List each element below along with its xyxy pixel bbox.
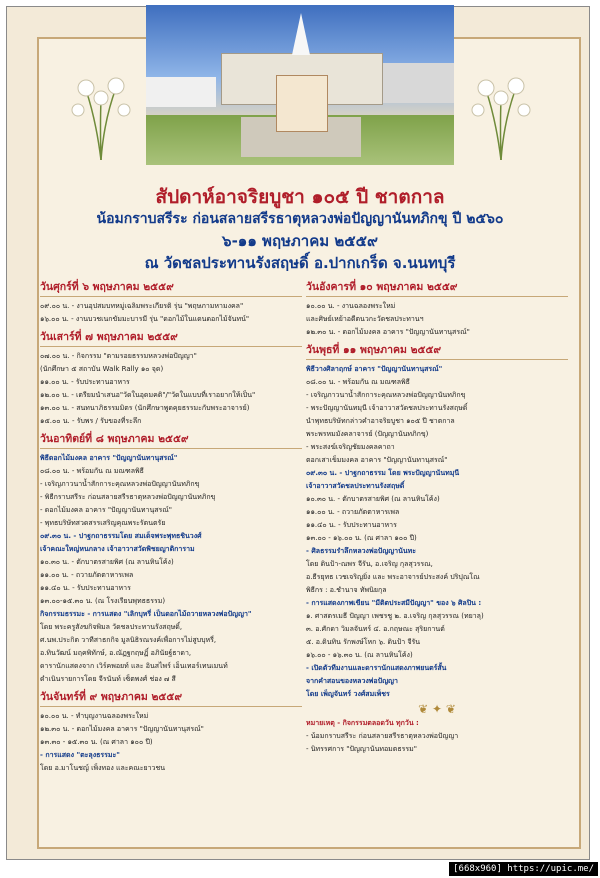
schedule-item: อ.ธีรยุทธ เวชเจริญยิ่ง และ พระอาจารย์ประสงค์ ปริปุณโณ [306, 573, 480, 581]
schedule-item: ๑๑.๐๐ น. - ถวายภัตตาหารเพล [40, 571, 134, 579]
schedule-item: อ.ทินวัฒน์ มฤคพิทักษ์, อ.ณัฏฐกฤษฏิ์ อภินัยฐ์ธาดา, [40, 649, 192, 657]
temple-photo [146, 5, 454, 165]
schedule-item: ๑๑.๐๐ น. - รับประทานอาหาร [40, 378, 130, 386]
temple-building [276, 75, 328, 132]
schedule-item: - เจริญภาวนาน้ำสักการะคุณหลวงพ่อปัญญานันทภิกขุ [306, 391, 466, 399]
schedule-item: ๑๑.๔๐ น. - รับประทานอาหาร [40, 584, 131, 592]
schedule-item: ศ.นพ.ประกิต วาทีสาธกกิจ มูลนิธิรณรงค์เพื่อการไม่สูบบุหรี่, [40, 636, 217, 644]
schedule-item: ๐๘.๐๐ น. - พร้อมกัน ณ มณฑลพิธี [40, 467, 144, 475]
note-item: - น้อมกราบสรีระ ก่อนสลายสรีรธาตุหลวงพ่อปัญญา [306, 732, 459, 740]
activity-heading: กิจกรรมธรรมะ - การแสดง "เลิกบุหรี่ เป็นดอกไม้ถวายหลวงพ่อปัญญา" [40, 610, 252, 618]
schedule-item: ๑๐.๓๐ น. - ตักบาตรสายพิศ (ณ ลานหินโค้ง) [306, 495, 440, 503]
schedule-item: ดำเนินรายการโดย จีรนันท์ เซ็ตพงศ์ ช่อง ๗ สี [40, 675, 176, 683]
schedule-item: ดารานักแสดงจาก เวิร์คพอยท์ และ อินสไพร์ เอ็นเทอร์เทนเมนท์ [40, 662, 228, 670]
event-dates: ๖-๑๑ พฤษภาคม ๒๕๕๙ [222, 232, 378, 250]
schedule-item: ๕. อ.ดินทิน รักพงษ์โหก ๖. ดินป้า จีรัน [306, 638, 421, 646]
schedule-item: ๑๓.๐๐-๑๕.๓๐ น. (ณ โรงเรียนพุทธธรรม) [40, 597, 166, 605]
schedule-item: ๐๗.๐๐ น. - กิจกรรม "ตามรอยธรรมหลวงพ่อปัญญา" [40, 352, 197, 360]
ornament-divider-icon: ❦ ✦ ❦ [418, 702, 456, 716]
schedule-item: ๑๒.๐๐ น. - เตรียมนำเสนอ"วัดในอุดมคติ"/"วัดในแบบที่เราอยากให้เป็น" [40, 391, 256, 399]
schedule-item: ๑. ศาสตรเมธี ปัญญา เพชรชู ๒. อ.เจริญ กุลสุวรรณ (ทยาลุ) [306, 612, 484, 620]
schedule-item: โดย เพ็ญจันทร์ วงศ์สมเพ็ชร [306, 690, 390, 698]
day-heading-saturday: วันเสาร์ที่ ๗ พฤษภาคม ๒๕๕๙ [40, 328, 302, 347]
schedule-item: นำพุทธบริษัทกล่าวคำอาจริยบูชา ๑๐๕ ปี ชาตกาล [306, 417, 455, 425]
schedule-item: ๑๖.๐๐ น. - งานบวชเนกขัมมะบารมี รุ่น "ดอกไม้ในแดนดอกไม้จันทน์" [40, 315, 250, 323]
schedule-item: เจ้าอาวาสวัดชลประทานรังสฤษดิ์ [306, 482, 405, 490]
schedule-item: - เปิดตัวทีมงานและดารานักแสดงภาพยนตร์สั้น [306, 664, 447, 672]
schedule-item: ๐๘.๐๐ น. - พร้อมกัน ณ มณฑลพิธี [306, 378, 410, 386]
schedule-item: ๑๓.๐๐ น. - สนทนาภิธรรมมิตร (นักศึกษาพูดคุยธรรมะกับพระอาจารย์) [40, 404, 250, 412]
schedule-item: ๑๑.๐๐ น. - ถวายภัตตาหารเพล [306, 508, 400, 516]
schedule-item: ๑๒.๓๐ น. - ดอกไม้มงคล อาคาร "ปัญญานันทานุสรณ์" [40, 725, 204, 733]
schedule-item: (นักศึกษา ๕ สถาบัน Walk Rally ๑๐ จุด) [40, 365, 164, 373]
page-subtitle: น้อมกราบสรีระ ก่อนสลายสรีรธาตุหลวงพ่อปัญญานันทภิกขุ ปี ๒๕๖๐ [96, 211, 504, 227]
schedule-item: - เจริญภาวนาน้ำสักการะคุณหลวงพ่อปัญญานันทภิกขุ [40, 480, 200, 488]
schedule-item: ๐๙.๓๐ น. - ปาฐกถาธรรมโดย สมเด็จพระพุทธชินวงศ์ [40, 532, 202, 540]
schedule-item: - การแสดง "ตะลุงธรรมะ" [40, 751, 120, 759]
watermark: [668x960] https://upic.me/ [449, 862, 598, 876]
schedule-item: ตอกเสาเข็มมงคล อาคาร "ปัญญานันทานุสรณ์" [306, 456, 448, 464]
schedule-item: โดย พระครูสังฆกิจพิมล วัดชลประทานรังสฤษดิ์, [40, 623, 183, 631]
schedule-item: และศิษย์เหย้าอดีตนวกะวัดชลประทานฯ [306, 315, 424, 323]
note-heading: หมายเหตุ - กิจกรรมตลอดวัน ทุกวัน : [306, 719, 419, 727]
note-item: - นิทรรศการ "ปัญญานันทอมตธรรม" [306, 745, 417, 753]
stupa-spire [292, 13, 310, 55]
schedule-item: - พิธีกราบสรีระ ก่อนสลายสรีรธาตุหลวงพ่อปัญญานันทภิกขุ [40, 493, 216, 501]
ceremony-heading: พิธีดอกไม้มงคล อาคาร "ปัญญานันทานุสรณ์" [40, 454, 178, 462]
building-right [379, 63, 454, 103]
schedule-item: พิธีกร : อ.ชำนาจ ทัพนิยกุล [306, 586, 387, 594]
schedule-item: ๑๐.๓๐ น. - ตักบาตรสายพิศ (ณ ลานหินโค้ง) [40, 558, 174, 566]
building-left [146, 77, 216, 107]
schedule-item: ๑๓.๐๐ - ๑๖.๐๐ น. (ณ ศาลา ๑๐๐ ปี) [306, 534, 417, 542]
schedule-item: ๑๐.๐๐ น. - งานฉลองพระใหม่ [306, 302, 396, 310]
flower-left-icon [66, 70, 136, 160]
schedule-left-column [40, 276, 302, 775]
schedule-item: - ศิลธรรมรำลึกหลวงพ่อปัญญานันทะ [306, 547, 417, 555]
event-venue: ณ วัดชลประทานรังสฤษดิ์ อ.ปากเกร็ด จ.นนทบุรี [144, 254, 456, 272]
ceremony-heading: พิธีวางศิลาฤกษ์ อาคาร "ปัญญานันทานุสรณ์" [306, 365, 443, 373]
schedule-item: โดย ดินป้า-ณพร จีรัน, อ.เจริญ กุลสุวรรณ, [306, 560, 433, 568]
day-heading-wednesday: วันพุธที่ ๑๑ พฤษภาคม ๒๕๕๙ [306, 341, 568, 360]
day-heading-friday: วันศุกร์ที่ ๖ พฤษภาคม ๒๕๕๙ [40, 278, 302, 297]
schedule-item: ๑๑.๔๐ น. - รับประทานอาหาร [306, 521, 397, 529]
schedule-item: ๐๙.๐๐ น. - งานอุปสมบทหมู่เฉลิมพระเกียรติ รุ่น "พฤษภามหามงคล" [40, 302, 244, 310]
schedule-item: - พุทธบริษัทสวดสรรเสริญคุณพระรัตนตรัย [40, 519, 166, 527]
day-heading-monday: วันจันทร์ที่ ๙ พฤษภาคม ๒๕๕๙ [40, 688, 302, 707]
schedule-item: ๑๐.๐๐ น. - ทำบุญงานฉลองพระใหม่ [40, 712, 149, 720]
schedule-item: ๓. อ.ศักดา วิมลจันทร์ ๔. อ.กฤษณะ สุริยกานต์ [306, 625, 445, 633]
schedule-item: ๐๙.๓๐ น. - ปาฐกถาธรรม โดย พระปัญญานันทมุนี [306, 469, 460, 477]
schedule-item: ๑๒.๓๐ น. - ดอกไม้มงคล อาคาร "ปัญญานันทานุสรณ์" [306, 328, 470, 336]
schedule-item: ๑๖.๐๐ - ๑๖.๓๐ น. (ณ ลานหินโค้ง) [306, 651, 413, 659]
schedule-item: - การแสดงภาพเขียน "มีติตประสมีปัญญา" ของ ๖ ศิลปิน : [306, 599, 482, 607]
flower-right-icon [466, 70, 536, 160]
schedule-right-column [306, 276, 568, 756]
schedule-item: เจ้าคณะใหญ่หนกลาง เจ้าอาวาสวัดพิชยญาติการาม [40, 545, 195, 553]
schedule-item: ๑๓.๓๐ - ๑๕.๓๐ น. (ณ ศาลา ๑๐๐ ปี) [40, 738, 153, 746]
page-title: สัปดาห์อาจริยบูชา ๑๐๕ ปี ชาตกาล [155, 186, 445, 208]
day-heading-sunday: วันอาทิตย์ที่ ๘ พฤษภาคม ๒๕๕๙ [40, 430, 302, 449]
schedule-item: ๑๕.๐๐ น. - รับพร / รับของที่ระลึก [40, 417, 142, 425]
schedule-item: - พระสงฆ์เจริญชัยมงคลคาถา [306, 443, 395, 451]
schedule-item: พระพรหมมังคลาจารย์ (ปัญญานันทภิกขุ) [306, 430, 429, 438]
schedule-item: - ดอกไม้มงคล อาคาร "ปัญญานันทานุสรณ์" [40, 506, 173, 514]
schedule-item: จากคำสอนของหลวงพ่อปัญญา [306, 677, 398, 685]
schedule-item: โดย อ.มาโนชญ์ เพ็งทอง และคณะยาวชน [40, 764, 165, 772]
day-heading-tuesday: วันอังคารที่ ๑๐ พฤษภาคม ๒๕๕๙ [306, 278, 568, 297]
schedule-item: - พระปัญญานันทมุนี เจ้าอาวาสวัดชลประทานรังสฤษดิ์ [306, 404, 468, 412]
